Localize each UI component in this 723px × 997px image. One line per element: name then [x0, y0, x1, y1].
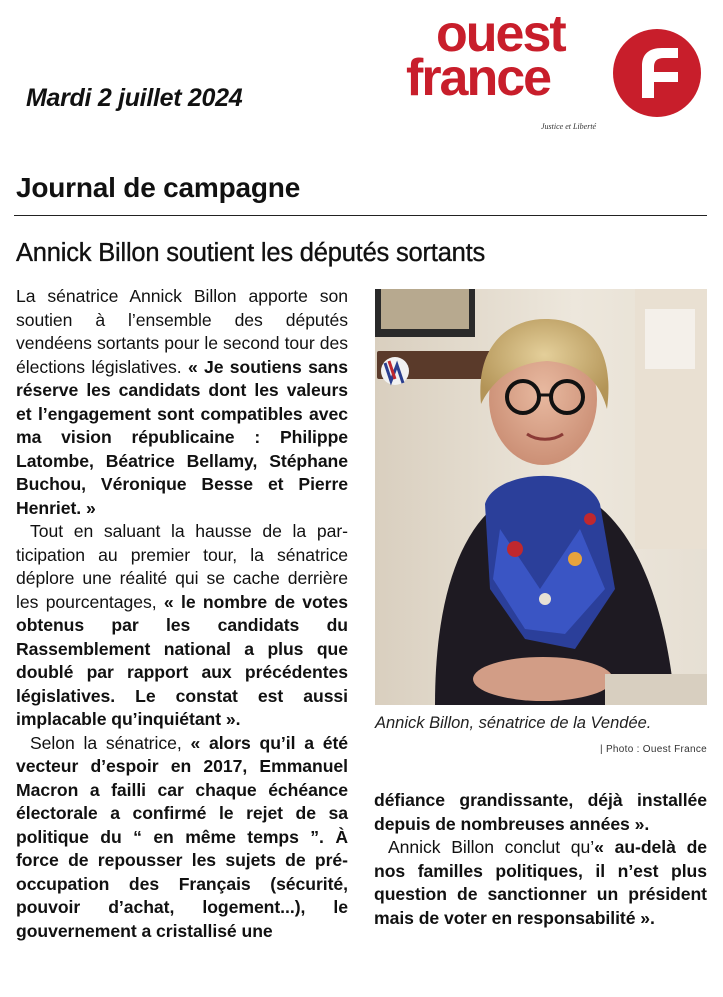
quote-3-part-1: « alors qu’il a été vecteur d’espoir en 2017, Emmanuel Macron a failli car chaque échéance électorale a confirmé le rejet de sa politique du “ en même temps ”. À force de repousser les sujets de préoccupation des Français (sécurité, pouvoir d’achat, logement...), le gouvernement a cristallisé une — [16, 732, 349, 941]
photo-caption: Annick Billon, sénatrice de la Vendée. — [375, 714, 652, 732]
newspaper-logo — [400, 5, 710, 137]
paragraph-1: La sénatrice Annick Billon apporte son soutien à l’ensemble des députés vendéens sortants pour le second tour des élections législatives. « Je soutiens sans réserve les candidats dont les valeurs et l’engagement sont compatibles avec ma vision républicaine : Philippe Latombe, Béatrice Bellamy, Stéphane Buchou, Véronique Besse et Pierre Henriet. » — [16, 286, 348, 518]
logo-emblem-icon — [612, 28, 702, 118]
paragraph-3: Selon la sénatrice, « alors qu’il a été vecteur d’espoir en 2017, Emmanuel Macron a failli car chaque échéance électorale a confirmé le rejet de sa politique du “ en même temps ”. À force de repousser les sujets de préoccupation des Français (sécurité, pouvoir d’achat, logement...), le gouvernement a cristallisé une — [16, 732, 349, 941]
section-divider — [14, 215, 707, 216]
section-title: Journal de campagne — [16, 172, 301, 203]
paragraph-4: Annick Billon conclut qu’« au-delà de nos familles politiques, il n’est plus question de sanctionner un président mais de voter en responsabilité ». — [374, 837, 707, 928]
quote-1: « Je soutiens sans réserve les candidats dont les valeurs et l’engagement sont compatibles avec ma vision républicaine : Philippe Latombe, Béatrice Bellamy, Stéphane Buchou, Véronique Besse et Pierre Henriet. » — [16, 356, 348, 518]
article-column-2 — [374, 789, 707, 930]
article-headline: Annick Billon soutient les députés sortants — [16, 239, 486, 267]
logo-word-ouest: ouest — [436, 5, 565, 63]
issue-date: Mardi 2 juillet 2024 — [26, 84, 243, 112]
paragraph-3-continued — [374, 789, 707, 836]
quote-3-part-2: défiance grandissante, déjà installée depuis de nombreuses années ». — [374, 790, 707, 834]
paragraph-2: Tout en saluant la hausse de la participation au premier tour, la sénatrice déplore une réalité qui se cache derrière les pourcentages, « le nombre de votes obtenus par les candidats du Rassemblement national a plus que doublé par rapport aux précédentes législatives. Le constat est aussi implacable qu’inquiétant ». — [16, 521, 348, 729]
quote-2: « le nombre de votes obtenus par les candidats du Rassemblement national a plus que doublé par rapport aux précédentes législatives. Le constat est aussi implacable qu’inquiétant ». — [16, 591, 348, 729]
article-column-1 — [16, 285, 348, 943]
article-photo — [375, 289, 707, 705]
photo-credit: | Photo : Ouest France — [599, 744, 707, 755]
logo-tagline: Justice et Liberté — [541, 122, 597, 131]
logo-word-france: france — [406, 49, 551, 107]
senator-portrait-image — [375, 289, 707, 705]
quote-4: « au-delà de nos familles politiques, il n’est plus question de sanctionner un président mais de voter en responsabilité ». — [374, 837, 707, 928]
